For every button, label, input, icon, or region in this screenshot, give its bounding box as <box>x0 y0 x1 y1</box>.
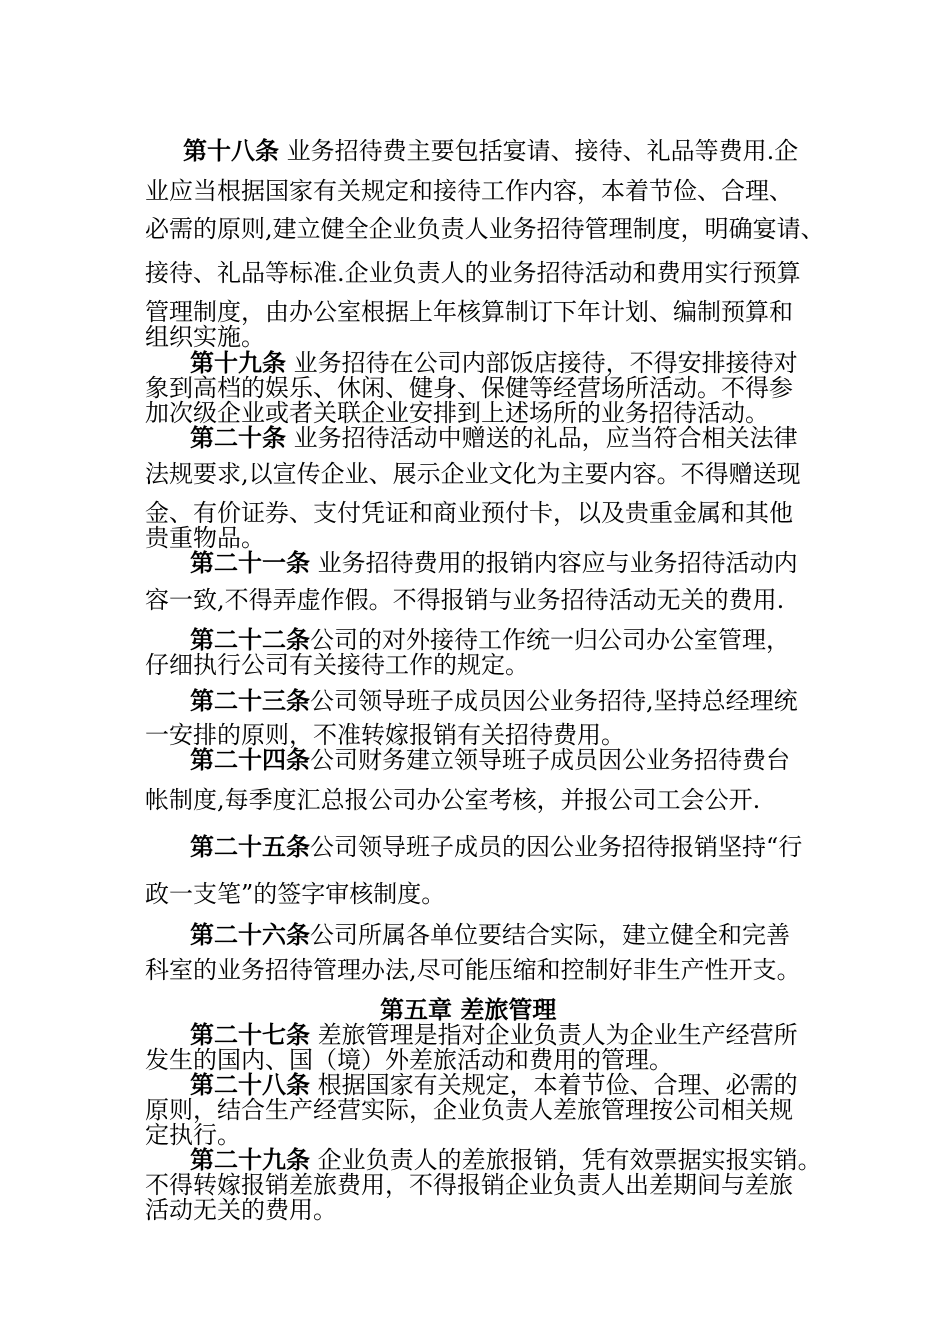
article-18-text: 业务招待费主要包括宴请、接待、礼品等费用.企 <box>279 137 799 165</box>
article-23-heading: 第二十三条 <box>190 686 310 715</box>
article-28-line-3: 定执行。 <box>145 1121 241 1149</box>
article-29-line-2: 不得转嫁报销差旅费用，不得报销企业负责人出差期间与差旅 <box>145 1171 793 1199</box>
article-20-line-3: 金、有价证券、支付凭证和商业预付卡，以及贵重金属和其他 <box>145 499 793 527</box>
article-22-text: 公司的对外接待工作统一归公司办公室管理， <box>310 626 790 654</box>
article-22-heading: 第二十二条 <box>190 625 310 654</box>
article-29-heading: 第二十九条 <box>190 1145 310 1174</box>
article-24-line-2: 帐制度,每季度汇总报公司办公室考核，并报公司工会公开. <box>145 786 761 814</box>
article-26-text: 公司所属各单位要结合实际，建立健全和完善 <box>310 921 790 949</box>
article-27-heading: 第二十七条 <box>190 1020 310 1049</box>
article-24-text: 公司财务建立领导班子成员因公业务招待费台 <box>310 746 790 774</box>
article-21-heading: 第二十一条 <box>190 548 310 577</box>
article-26-heading: 第二十六条 <box>190 920 310 949</box>
article-20-line-1 <box>190 423 798 453</box>
article-20-text: 业务招待活动中赠送的礼品，应当符合相关法律 <box>286 424 798 452</box>
article-21-line-2: 容一致,不得弄虚作假。不得报销与业务招待活动无关的费用. <box>145 586 785 614</box>
article-26-line-1 <box>190 920 790 950</box>
chapter-5-heading: 第五章 差旅管理 <box>380 995 557 1024</box>
article-23-line-2: 一安排的原则，不准转嫁报销有关招待费用。 <box>145 721 625 749</box>
article-25-line-1 <box>190 832 802 862</box>
article-20-line-4: 贵重物品。 <box>145 524 265 552</box>
article-25-line-2: 政一支笔”的签字审核制度。 <box>145 880 446 908</box>
article-26-line-2: 科室的业务招待管理办法,尽可能压缩和控制好非生产性开支。 <box>145 956 801 984</box>
article-18-line-4: 接待、礼品等标准.企业负责人的业务招待活动和费用实行预算 <box>145 259 801 287</box>
article-25-text: 公司领导班子成员的因公业务招待报销坚持“行 <box>310 833 803 861</box>
article-18-line-3: 必需的原则,建立健全企业负责人业务招待管理制度，明确宴请、 <box>145 215 825 243</box>
article-28-line-2: 原则，结合生产经营实际，企业负责人差旅管理按公司相关规 <box>145 1096 793 1124</box>
article-18-line-1 <box>183 136 798 166</box>
article-29-text: 企业负责人的差旅报销，凭有效票据实报实销。 <box>310 1146 822 1174</box>
article-24-heading: 第二十四条 <box>190 745 310 774</box>
article-18-line-5: 管理制度，由办公室根据上年核算制订下年计划、编制预算和 <box>145 298 793 326</box>
article-27-line-2: 发生的国内、国（境）外差旅活动和费用的管理。 <box>145 1046 673 1074</box>
article-19-line-3: 加次级企业或者关联企业安排到上述场所的业务招待活动。 <box>145 399 769 427</box>
article-21-line-1 <box>190 548 798 578</box>
article-19-heading: 第十九条 <box>190 348 286 377</box>
article-27-text: 差旅管理是指对企业负责人为企业生产经营所 <box>310 1021 798 1049</box>
article-25-heading: 第二十五条 <box>190 832 310 861</box>
article-21-text: 业务招待费用的报销内容应与业务招待活动内 <box>310 549 798 577</box>
article-20-heading: 第二十条 <box>190 423 286 452</box>
article-19-text: 业务招待在公司内部饭店接待，不得安排接待对 <box>286 349 798 377</box>
article-18-line-6: 组织实施。 <box>145 323 265 351</box>
article-23-line-1 <box>190 686 798 716</box>
article-28-heading: 第二十八条 <box>190 1070 310 1099</box>
article-24-line-1 <box>190 745 790 775</box>
article-28-text: 根据国家有关规定，本着节俭、合理、必需的 <box>310 1071 798 1099</box>
article-23-text: 公司领导班子成员因公业务招待,坚持总经理统 <box>310 687 798 715</box>
article-20-line-2: 法规要求,以宣传企业、展示企业文化为主要内容。不得赠送现 <box>145 460 801 488</box>
article-18-line-2: 业应当根据国家有关规定和接待工作内容，本着节俭、合理、 <box>145 177 793 205</box>
article-19-line-2: 象到高档的娱乐、休闲、健身、保健等经营场所活动。不得参 <box>145 374 793 402</box>
article-18-heading: 第十八条 <box>183 136 279 165</box>
article-22-line-2: 仔细执行公司有关接待工作的规定。 <box>145 651 529 679</box>
article-29-line-3: 活动无关的费用。 <box>145 1196 337 1224</box>
